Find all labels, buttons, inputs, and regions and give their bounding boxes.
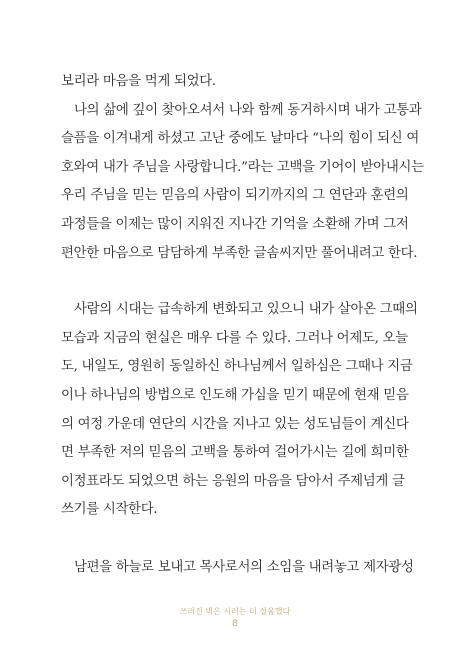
text-line: 호와여 내가 주님을 사랑합니다.”라는 고백을 기어이 받아내시는: [61, 159, 424, 175]
text-line: 남편을 하늘로 보내고 목사로서의 소임을 내려놓고 제자광성: [74, 559, 414, 575]
text-line: 도, 내일도, 영원히 동일하신 하나님께서 일하심은 그때나 지금: [61, 359, 413, 375]
text-line: 면 부족한 저의 믿음의 고백을 통하여 걸어가시는 길에 희미한: [61, 445, 409, 461]
text-line: 모습과 지금의 현실은 매우 다를 수 있다. 그러나 어제도, 오늘: [61, 330, 408, 346]
running-footer-title: 쓰러진 벽은 시러는 더 설움했다: [179, 607, 291, 616]
page-number: 8: [232, 619, 238, 629]
paragraph: [61, 296, 418, 525]
text-line: 과정들을 이제는 많이 지워진 지나간 기억을 소환해 가며 그저: [61, 216, 409, 232]
text-line: 보리라 마음을 먹게 되었다.: [61, 74, 216, 89]
text-line: 슬픔을 이겨내게 하셨고 고난 중에도 날마다 “나의 힘이 되신 여: [61, 131, 420, 147]
body-text: [61, 68, 424, 583]
text-line: 편안한 마음으로 담담하게 부족한 글솜씨지만 풀어내려고 한다.: [61, 245, 418, 261]
paragraph: [61, 554, 414, 583]
paragraph-spacer: [61, 525, 409, 554]
text-line: 나의 삶에 깊이 찾아오셔서 나와 함께 동거하시며 내가 고통과: [74, 102, 422, 118]
paragraph: [61, 97, 424, 269]
text-line: 쓰기를 시작한다.: [61, 502, 158, 518]
text-line: 우리 주님을 믿는 믿음의 사람이 되기까지의 그 연단과 훈련의: [61, 188, 409, 204]
paragraph-spacer: [61, 268, 409, 296]
text-line: 의 여정 가운데 연단의 시간을 지나고 있는 성도님들이 계신다: [61, 416, 409, 432]
text-line: 사람의 시대는 급속하게 변화되고 있으니 내가 살아온 그때의: [74, 302, 418, 318]
paragraph: [61, 68, 409, 97]
text-line: 이나 하나님의 방법으로 인도해 가심을 믿기 때문에 현재 믿음: [61, 387, 409, 403]
text-line: 이정표라도 되었으면 하는 응원의 마음을 담아서 주제넘게 글: [61, 473, 405, 489]
